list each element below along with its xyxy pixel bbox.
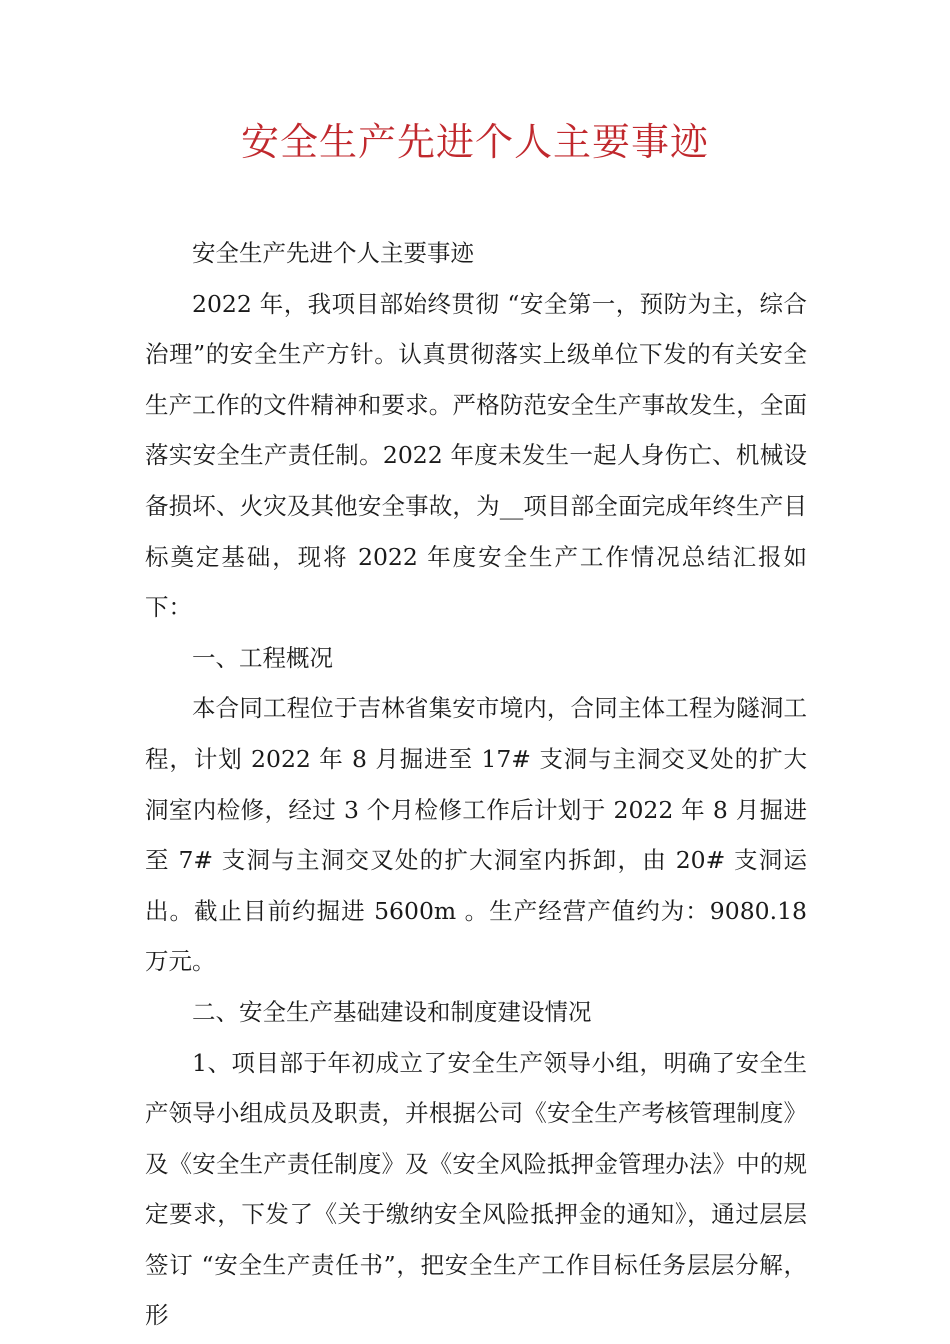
paragraph-subtitle: 安全生产先进个人主要事迹 (192, 239, 474, 267)
section-heading-project-overview: 一、工程概况 (192, 643, 333, 672)
document-title: 安全生产先进个人主要事迹 (240, 120, 709, 164)
paragraph-safety-construction: 1、项目部于年初成立了安全生产领导小组，明确了安全生产领导小组成员及职责，并根据公司《安全生产考核管理制度》及《安全生产责任制度》及《安全风险抵押金管理办法》中的规定要求，下发了《关于缴纳安全风险抵押金的通知》，通过层层签订 “安全生产责任书”，把安全生产工作目标任务层层分解，形 (145, 1048, 807, 1330)
paragraph-intro: 2022 年，我项目部始终贯彻 “安全第一，预防为主，综合治理”的安全生产方针。认真贯彻落实上级单位下发的有关安全生产工作的文件精神和要求。严格防范安全生产事故发生，全面落实安全生产责任制。2022 年度未发生一起人身伤亡、机械设备损坏、火灾及其他安全事故，为__项目部全面完成年终生产目标奠定基础，现将 2022 年度安全生产工作情况总结汇报如下： (145, 289, 807, 622)
section-heading-safety-construction: 二、安全生产基础建设和制度建设情况 (192, 997, 592, 1026)
paragraph-project-overview: 本合同工程位于吉林省集安市境内，合同主体工程为隧洞工程，计划 2022 年 8 月掘进至 17# 支洞与主洞交叉处的扩大洞室内检修，经过 3 个月检修工作后计划于 2022 年 8 月掘进至 7# 支洞与主洞交叉处的扩大洞室内拆卸，由 20# 支洞运出。截止目前约掘进 5600m 。生产经营产值约为：9080.18 万元。 (145, 694, 807, 976)
document-body (145, 228, 807, 1341)
